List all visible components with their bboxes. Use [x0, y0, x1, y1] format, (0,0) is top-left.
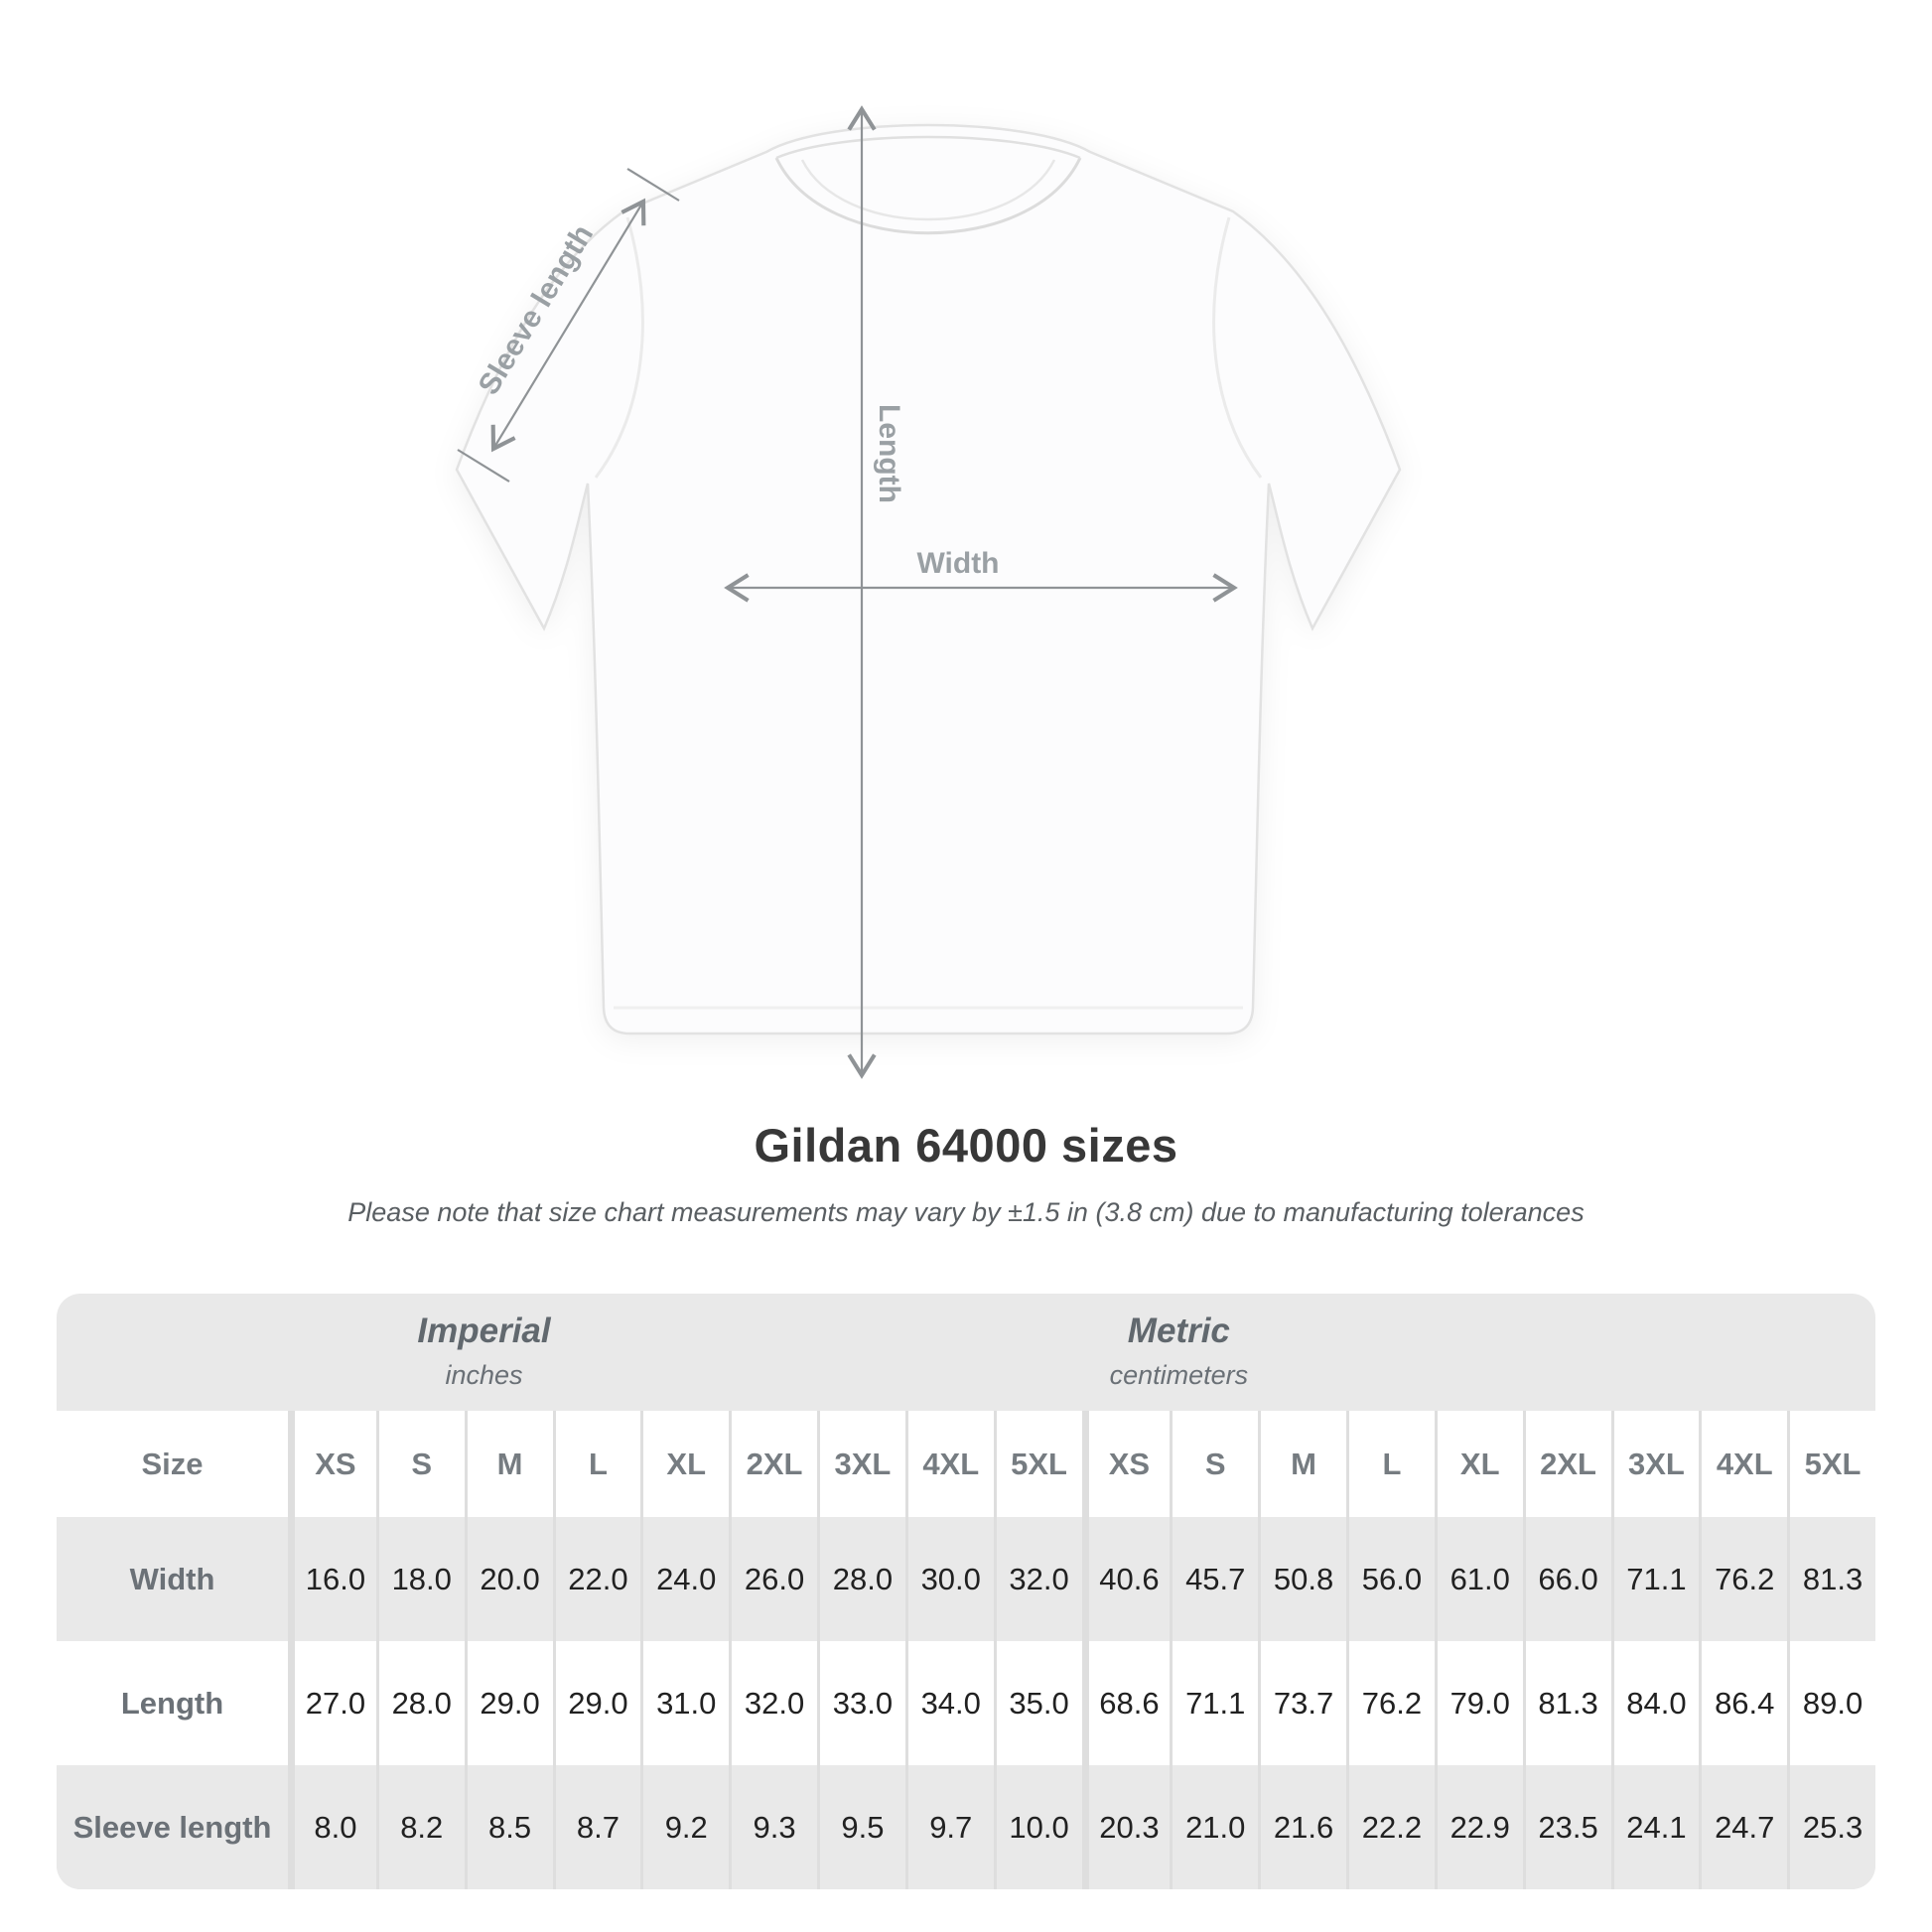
- size-cell: 21.0: [1170, 1765, 1258, 1889]
- row-label: Width: [57, 1517, 288, 1641]
- size-col-header: XS: [288, 1411, 376, 1517]
- size-table-card: [57, 1294, 1875, 1889]
- metric-label: Metric: [1127, 1311, 1230, 1350]
- size-col-header: S: [1170, 1411, 1258, 1517]
- size-cell: 28.0: [376, 1641, 465, 1765]
- size-cell: 30.0: [905, 1517, 994, 1641]
- size-cell: 24.1: [1611, 1765, 1700, 1889]
- size-cell: 8.2: [376, 1765, 465, 1889]
- size-cell: 73.7: [1258, 1641, 1346, 1765]
- size-cell: 35.0: [994, 1641, 1082, 1765]
- size-cell: 8.7: [553, 1765, 641, 1889]
- size-cell: 10.0: [994, 1765, 1082, 1889]
- size-cell: 33.0: [817, 1641, 905, 1765]
- size-cell: 28.0: [817, 1517, 905, 1641]
- size-cell: 22.9: [1435, 1765, 1523, 1889]
- size-cell: 71.1: [1170, 1641, 1258, 1765]
- size-cell: 66.0: [1523, 1517, 1611, 1641]
- metric-unit-group: [1110, 1311, 1249, 1391]
- size-cell: 20.3: [1082, 1765, 1171, 1889]
- size-col-header: XL: [1435, 1411, 1523, 1517]
- imperial-label: Imperial: [417, 1311, 551, 1350]
- size-table-grid: [57, 1411, 1875, 1889]
- imperial-unit-group: [417, 1311, 550, 1391]
- row-label: Length: [57, 1641, 288, 1765]
- size-cell: 16.0: [288, 1517, 376, 1641]
- size-cell: 32.0: [729, 1641, 817, 1765]
- size-cell: 34.0: [905, 1641, 994, 1765]
- width-label: Width: [916, 547, 1000, 580]
- size-col-header: 3XL: [817, 1411, 905, 1517]
- size-cell: 18.0: [376, 1517, 465, 1641]
- size-cell: 89.0: [1787, 1641, 1875, 1765]
- size-cell: 76.2: [1699, 1517, 1787, 1641]
- size-cell: 81.3: [1523, 1641, 1611, 1765]
- size-cell: 24.7: [1699, 1765, 1787, 1889]
- unit-band: [57, 1294, 1875, 1411]
- size-cell: 32.0: [994, 1517, 1082, 1641]
- size-cell: 29.0: [553, 1641, 641, 1765]
- size-cell: 24.0: [640, 1517, 729, 1641]
- size-col-header: L: [1346, 1411, 1435, 1517]
- size-cell: 21.6: [1258, 1765, 1346, 1889]
- page-title: Gildan 64000 sizes: [754, 1119, 1178, 1172]
- size-cell: 9.3: [729, 1765, 817, 1889]
- size-cell: 50.8: [1258, 1517, 1346, 1641]
- size-cell: 22.0: [553, 1517, 641, 1641]
- size-cell: 26.0: [729, 1517, 817, 1641]
- tshirt-illustration: [417, 55, 1449, 1122]
- size-header: Size: [57, 1411, 288, 1517]
- size-cell: 81.3: [1787, 1517, 1875, 1641]
- size-cell: 68.6: [1082, 1641, 1171, 1765]
- size-cell: 31.0: [640, 1641, 729, 1765]
- size-col-header: 4XL: [1699, 1411, 1787, 1517]
- row-label: Sleeve length: [57, 1765, 288, 1889]
- size-cell: 20.0: [465, 1517, 553, 1641]
- tolerance-note: Please note that size chart measurements may vary by ±1.5 in (3.8 cm) due to manufacturing tolerances: [347, 1197, 1585, 1227]
- size-cell: 23.5: [1523, 1765, 1611, 1889]
- size-cell: 84.0: [1611, 1641, 1700, 1765]
- metric-unit: centimeters: [1109, 1360, 1249, 1390]
- sleeve-arrow-upper-tick: [627, 169, 679, 201]
- size-cell: 61.0: [1435, 1517, 1523, 1641]
- size-col-header: 4XL: [905, 1411, 994, 1517]
- size-cell: 86.4: [1699, 1641, 1787, 1765]
- size-col-header: M: [1258, 1411, 1346, 1517]
- size-cell: 76.2: [1346, 1641, 1435, 1765]
- size-cell: 29.0: [465, 1641, 553, 1765]
- size-cell: 45.7: [1170, 1517, 1258, 1641]
- size-col-header: XL: [640, 1411, 729, 1517]
- size-cell: 79.0: [1435, 1641, 1523, 1765]
- size-col-header: S: [376, 1411, 465, 1517]
- size-cell: 40.6: [1082, 1517, 1171, 1641]
- size-cell: 9.2: [640, 1765, 729, 1889]
- size-col-header: 2XL: [729, 1411, 817, 1517]
- size-cell: 56.0: [1346, 1517, 1435, 1641]
- size-col-header: L: [553, 1411, 641, 1517]
- size-col-header: 2XL: [1523, 1411, 1611, 1517]
- size-cell: 9.7: [905, 1765, 994, 1889]
- size-col-header: 3XL: [1611, 1411, 1700, 1517]
- size-cell: 8.5: [465, 1765, 553, 1889]
- size-col-header: 5XL: [994, 1411, 1082, 1517]
- size-cell: 71.1: [1611, 1517, 1700, 1641]
- size-cell: 22.2: [1346, 1765, 1435, 1889]
- size-cell: 8.0: [288, 1765, 376, 1889]
- size-cell: 9.5: [817, 1765, 905, 1889]
- tshirt-figure: [417, 55, 1449, 1122]
- imperial-unit: inches: [445, 1360, 523, 1390]
- length-label: Length: [873, 404, 905, 503]
- sleeve-length-label: Sleeve length: [472, 218, 601, 401]
- size-cell: 25.3: [1787, 1765, 1875, 1889]
- size-col-header: XS: [1082, 1411, 1171, 1517]
- size-col-header: M: [465, 1411, 553, 1517]
- size-col-header: 5XL: [1787, 1411, 1875, 1517]
- size-cell: 27.0: [288, 1641, 376, 1765]
